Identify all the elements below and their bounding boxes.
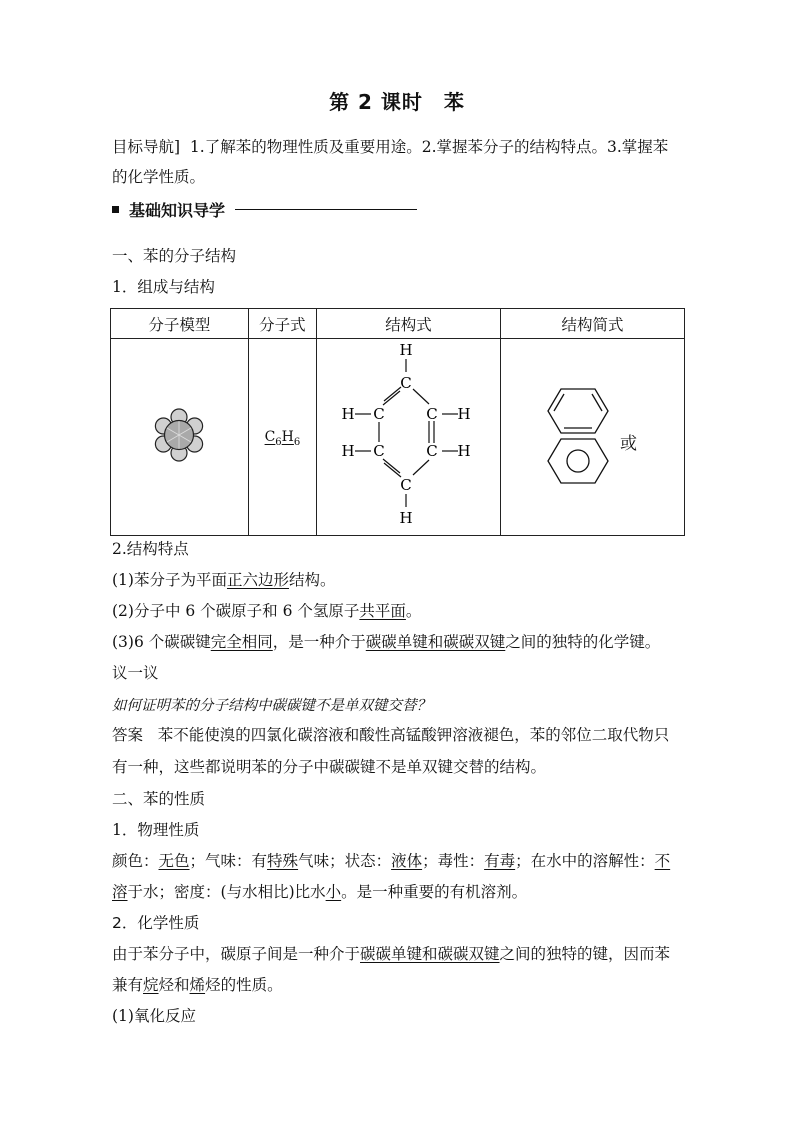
feature-3-text-a: (3)6 个碳碳键 (112, 633, 211, 651)
discuss-label: 议一议 (112, 664, 159, 682)
discuss-question: 如何证明苯的分子结构中碳碳键不是单双键交替？ (112, 698, 431, 714)
square-bullet-icon (112, 206, 119, 213)
chem-text-a: 由于苯分子中，碳原子间是一种介于 (112, 945, 361, 963)
atom-h-lower-left: H (341, 442, 355, 460)
chem-line-1 (112, 943, 670, 965)
atom-c-lower-right: C (426, 442, 438, 460)
table-body-row (111, 339, 685, 536)
atom-c-top: C (400, 374, 412, 392)
phys-color: 无色 (158, 852, 190, 870)
feature-1 (112, 569, 336, 591)
table-cell-simplified (500, 339, 684, 536)
phys-text-d: ；毒性： (422, 852, 485, 870)
atom-c-upper-left: C (373, 405, 385, 423)
atom-h-upper-left: H (341, 405, 355, 423)
table-cell-structural (316, 339, 500, 536)
atom-h-upper-right: H (457, 405, 471, 423)
phys-density: 小 (325, 883, 342, 901)
atom-h-top: H (399, 341, 413, 359)
part1-sub2: 2.结构特点 (112, 540, 189, 558)
feature-2-text-a: (2)分子中 6 个碳原子和 6 个氢原子 (112, 602, 360, 620)
goals-line-1 (112, 136, 668, 158)
table-header-simplified: 结构简式 (500, 309, 684, 339)
table-header-model: 分子模型 (111, 309, 249, 339)
molecular-formula (264, 428, 301, 448)
structure-table (110, 308, 685, 536)
section-title: 基础知识导学 (129, 201, 226, 220)
phys-text-a: 颜色： (112, 852, 159, 870)
formula-c-count: 6 (275, 436, 282, 448)
feature-3-text-b: ，是一种介于 (272, 633, 366, 651)
table-header-row (111, 309, 685, 339)
answer-text-1: 苯不能使溴的四氯化碳溶液和酸性高锰酸钾溶液褪色，苯的邻位二取代物只 (157, 726, 670, 744)
kekule-benzene-icon (548, 389, 608, 433)
feature-2-text-b: 。 (405, 602, 422, 620)
phys-solubility-1: 不 (654, 852, 671, 870)
page-title: 第 2 课时 苯 (329, 90, 465, 114)
feature-2-answer: 共平面 (359, 602, 406, 620)
part2-sub2: 2．化学性质 (112, 914, 200, 932)
feature-3-answer-2: 碳碳单键和碳碳双键 (365, 633, 506, 651)
phys-state: 液体 (391, 852, 423, 870)
feature-1-text-a: (1)苯分子为平面 (112, 571, 227, 589)
table-cell-model (111, 339, 249, 536)
answer-line-1 (112, 724, 669, 746)
part2-sub1: 1．物理性质 (112, 821, 200, 839)
atom-c-lower-left: C (373, 442, 385, 460)
aromatic-benzene-icon (548, 439, 608, 483)
chem-text-e: 烃的性质。 (205, 976, 283, 994)
chem-text-d: 烃和 (158, 976, 190, 994)
feature-3 (112, 631, 660, 653)
part1-heading: 一、苯的分子结构 (112, 247, 237, 265)
table-cell-formula (248, 339, 316, 536)
phys-text-g: 。是一种重要的有机溶剂。 (341, 883, 528, 901)
answer-line-2: 有一种，这些都说明苯的分子中碳碳键不是单双键交替的结构。 (112, 758, 547, 776)
formula-c: C (264, 428, 276, 445)
atom-c-bottom: C (400, 476, 412, 494)
part2-heading: 二、苯的性质 (112, 790, 206, 808)
phys-toxicity: 有毒 (484, 852, 516, 870)
chem-line-2 (112, 974, 283, 996)
phys-solubility-2: 溶 (112, 883, 128, 901)
feature-1-text-b: 结构。 (288, 571, 336, 589)
formula-h: H (281, 428, 294, 445)
structural-formula (317, 339, 500, 535)
phys-text-f: 于水；密度：(与水相比)比水 (127, 883, 326, 901)
goals-text-1: 1.了解苯的物理性质及重要用途。2.掌握苯分子的结构特点。3.掌握苯 (189, 138, 669, 156)
physical-line-2 (112, 881, 527, 903)
or-label: 或 (619, 434, 637, 454)
answer-label: 答案 (112, 726, 144, 744)
atom-h-lower-right: H (457, 442, 471, 460)
formula-h-count: 6 (293, 436, 301, 448)
simplified-structures (501, 339, 684, 535)
feature-2 (112, 600, 421, 622)
feature-3-answer-1: 完全相同 (210, 633, 273, 651)
phys-text-c: 气味；状态： (298, 852, 392, 870)
table-header-formula: 分子式 (248, 309, 316, 339)
atom-c-upper-right: C (426, 405, 438, 423)
chem-text-b: 之间的独特的键，因而苯 (499, 945, 671, 963)
feature-3-text-c: 之间的独特的化学键。 (505, 633, 661, 651)
part2-sub3: (1)氧化反应 (112, 1007, 196, 1025)
goals-label: 目标导航] (112, 138, 181, 156)
chem-answer-2: 烷 (143, 976, 159, 994)
section-rule (235, 209, 417, 210)
phys-text-e: ；在水中的溶解性： (515, 852, 655, 870)
benzene-model-icon (149, 405, 209, 465)
chem-answer-1: 碳碳单键和碳碳双键 (360, 945, 500, 963)
feature-1-answer: 正六边形 (226, 571, 289, 589)
phys-text-b: ；气味：有 (189, 852, 268, 870)
atom-h-bottom: H (399, 509, 413, 527)
section-header (112, 198, 417, 221)
goals-line-2: 的化学性质。 (112, 168, 206, 186)
chem-answer-3: 烯 (189, 976, 206, 994)
part1-sub1: 1．组成与结构 (112, 278, 215, 296)
phys-odor: 特殊 (267, 852, 299, 870)
physical-line-1 (112, 850, 670, 872)
chem-text-c: 兼有 (112, 976, 144, 994)
table-header-structural: 结构式 (316, 309, 500, 339)
